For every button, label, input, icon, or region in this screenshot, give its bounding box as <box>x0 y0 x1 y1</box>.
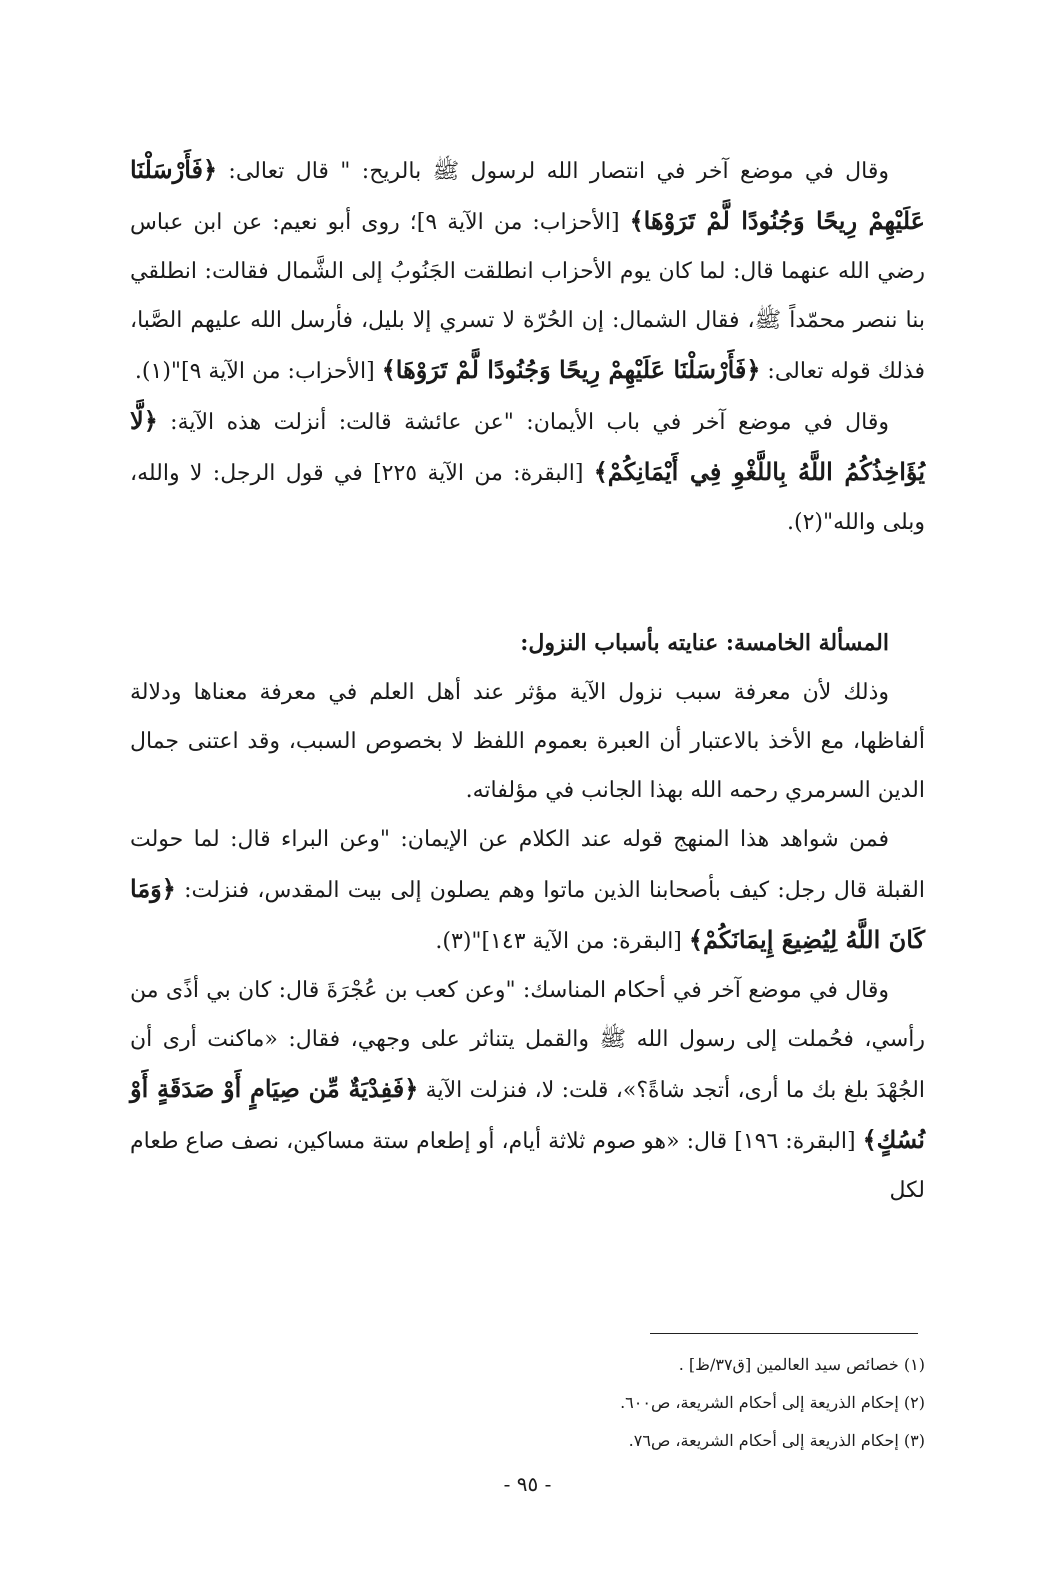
text-segment: وذلك لأن معرفة سبب نزول الآية مؤثر عند أهل العلم في معرفة معناها ودلالة ألفاظها، مع الأخذ بالاعتبار أن العبرة بعموم اللفظ لا بخصوص السبب، وقد اعتنى جمال الدين السرمري رحمه الله بهذا الجانب في مؤلفاته. <box>130 680 925 803</box>
footnotes <box>400 1346 925 1460</box>
footnote-1: (١) خصائص سيد العالمين [ق٣٧/ظ] . <box>678 1355 925 1374</box>
text-segment: وقال في موضع آخر في باب الأيمان: "عن عائشة قالت: أنزلت هذه الآية: <box>157 410 889 435</box>
text-segment: [البقرة: من الآية ٢٢٥] في قول الرجل: لا والله، وبلى والله"(٢). <box>130 461 925 535</box>
text-segment: [البقرة: من الآية ١٤٣]"(٣). <box>435 929 689 954</box>
heading-text: المسألة الخامسة: عنايته بأسباب النزول: <box>520 630 889 656</box>
text-segment: وقال في موضع آخر في انتصار الله لرسول ﷺ بالريح: " قال تعالى: <box>217 159 889 184</box>
footnote-2: (٢) إحكام الذريعة إلى أحكام الشريعة، ص٦٠٠. <box>620 1393 925 1412</box>
quran-verse: ﴿فَأَرْسَلْنَا عَلَيْهِمْ رِيحًا وَجُنُودًا لَّمْ تَرَوْهَا﴾ <box>130 155 926 235</box>
quran-verse: ﴿وَمَا كَانَ اللَّهُ لِيُضِيعَ إِيمَانَكُمْ﴾ <box>130 874 925 954</box>
block-upper <box>130 145 925 547</box>
footnote-3: (٣) إحكام الذريعة إلى أحكام الشريعة، ص٧٦. <box>628 1431 925 1450</box>
paragraph-solar-wind <box>130 145 925 396</box>
text-segment: [الأحزاب: من الآية ٩]؛ روى أبو نعيم: عن ابن عباس رضي الله عنهما قال: لما كان يوم الأحزاب انطلقت الجَنُوبُ إلى الشَّمال فقالت: انطلقي بنا ننصر محمّداً ﷺ، فقال الشمال: إن الحُرّة لا تسري إلا بليل، فأرسل الله عليهم الصَّبا، فذلك قوله تعالى: <box>130 210 925 384</box>
text-segment: [البقرة: ١٩٦] قال: «هو صوم ثلاثة أيام، أو إطعام ستة مساكين، نصف صاع طعام لكل <box>130 1129 925 1203</box>
section-heading <box>130 619 925 668</box>
paragraph-rituals <box>130 966 925 1215</box>
paragraph-intro <box>130 668 925 815</box>
text-segment: فمن شواهد هذا المنهج قوله عند الكلام عن الإيمان: "وعن البراء قال: لما حولت القبلة قال رجل: كيف بأصحابنا الذين ماتوا وهم يصلون إلى بيت المقدس، فنزلت: <box>130 827 925 903</box>
page-number: - ٩٥ - <box>503 1472 552 1496</box>
paragraph-qibla <box>130 815 925 966</box>
block-section-five <box>130 619 925 1215</box>
footnote-separator <box>650 1333 918 1334</box>
text-segment: وقال في موضع آخر في أحكام المناسك: "وعن كعب بن عُجْرَةَ قال: كان بي أذًى من رأسي، فحُملت إلى رسول الله ﷺ والقمل يتناثر على وجهي، فقال: «ماكنت أرى أن الجُهْدَ بلغ بك ما أرى، أتجد شاةً؟»، قلت: لا، فنزلت الآية <box>130 978 925 1103</box>
paragraph-oaths <box>130 396 925 547</box>
quran-verse: ﴿لَّا يُؤَاخِذُكُمُ اللَّهُ بِاللَّغْوِ فِي أَيْمَانِكُمْ﴾ <box>130 406 926 486</box>
quran-verse: ﴿فَأَرْسَلْنَا عَلَيْهِمْ رِيحًا وَجُنُودًا لَّمْ تَرَوْهَا﴾ <box>381 355 761 384</box>
quran-verse: ﴿فَفِدْيَةٌ مِّن صِيَامٍ أَوْ صَدَقَةٍ أَوْ نُسُكٍ﴾ <box>130 1074 925 1154</box>
text-segment: [الأحزاب: من الآية ٩]"(١). <box>134 359 382 384</box>
